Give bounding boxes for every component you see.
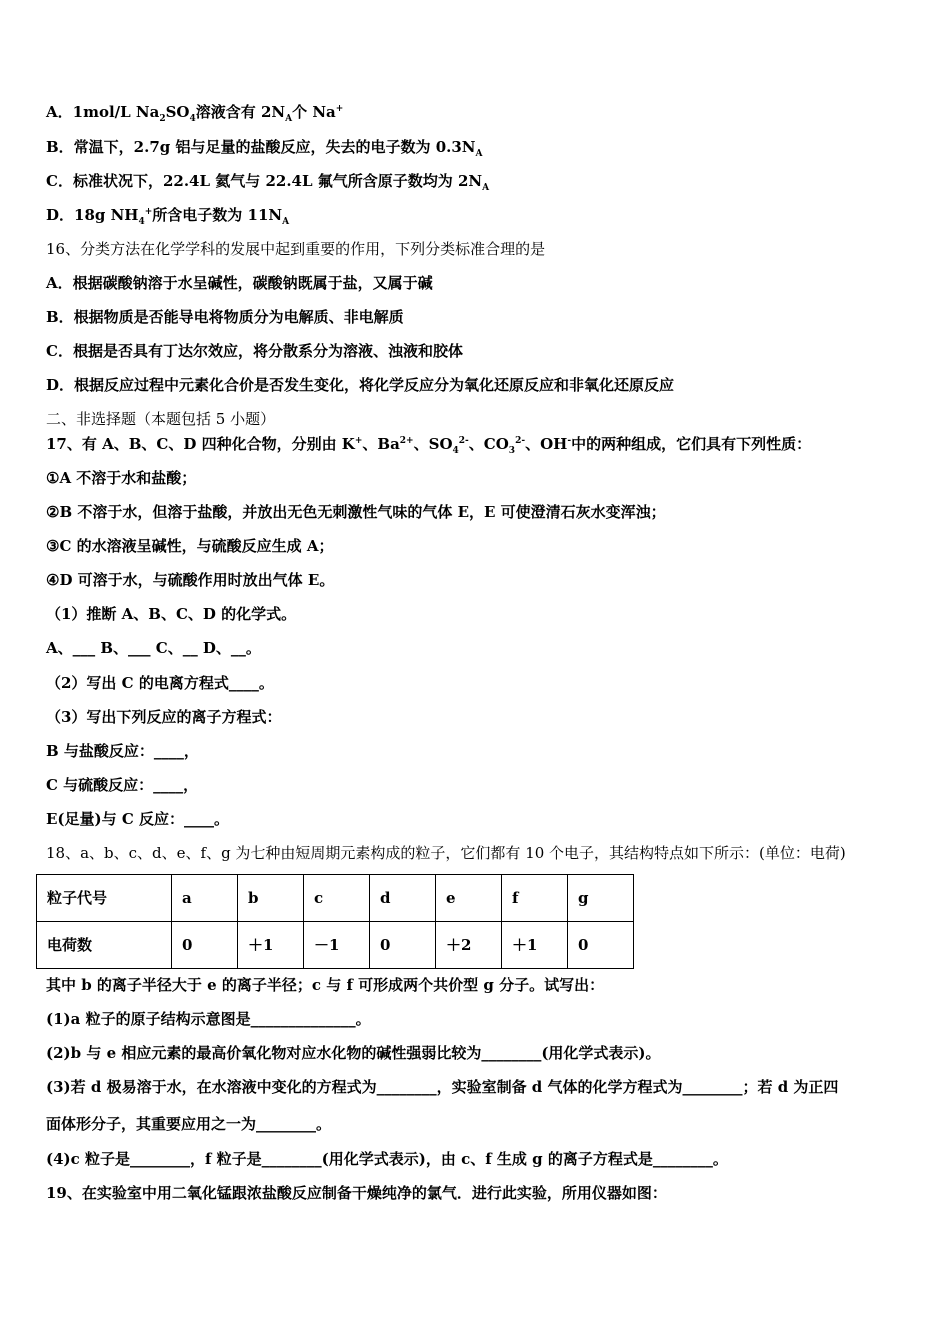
q18-stem: 18、a、b、c、d、e、f、g 为七种由短周期元素构成的粒子，它们都有 10 个电子，其结构特点如下所示：(单位：电荷) xyxy=(46,844,846,862)
q18-sub-1: (1)a 粒子的原子结构示意图是______________。 xyxy=(46,1010,371,1028)
q15-option-a: A．1mol/L $Na_2SO_4$溶液含有 $2N_A$个 Na+ xyxy=(46,103,344,124)
table-cell: －1 xyxy=(304,922,370,969)
table-cell: a xyxy=(172,875,238,922)
particle-charge-table xyxy=(36,874,634,969)
table-cell: 0 xyxy=(370,922,436,969)
q17-property-2: ②B 不溶于水，但溶于盐酸，并放出无色无刺激性气味的气体 E，E 可使澄清石灰水变浑浊； xyxy=(46,503,666,521)
table-cell: 0 xyxy=(172,922,238,969)
q17-property-1: ①A 不溶于水和盐酸； xyxy=(46,469,197,487)
q18-sub-3b: 面体形分子，其重要应用之一为________。 xyxy=(46,1115,332,1133)
q16-option-c: C．根据是否具有丁达尔效应，将分散系分为溶液、浊液和胶体 xyxy=(46,342,463,360)
table-cell: b xyxy=(238,875,304,922)
table-cell: 0 xyxy=(568,922,634,969)
q15-option-d: D．18g $NH_4^+$所含电子数为 $11N_A$ xyxy=(46,206,290,227)
table-cell: c xyxy=(304,875,370,922)
q17-part-3: （3）写出下列反应的离子方程式： xyxy=(46,708,282,726)
q17-reaction-2: C 与硫酸反应：____， xyxy=(46,776,199,794)
q18-sub-3a: (3)若 d 极易溶于水，在水溶液中变化的方程式为________，实验室制备 d 气体的化学方程式为________；若 d 为正四 xyxy=(46,1078,839,1096)
section-heading: 二、非选择题（本题包括 5 小题） xyxy=(46,410,276,428)
table-cell: e xyxy=(436,875,502,922)
q17-property-3: ③C 的水溶液呈碱性，与硫酸反应生成 A； xyxy=(46,537,334,555)
q17-reaction-1: B 与盐酸反应：____， xyxy=(46,742,199,760)
q16-option-b: B．根据物质是否能导电将物质分为电解质、非电解质 xyxy=(46,308,404,326)
table-cell: 粒子代号 xyxy=(37,875,172,922)
q17-reaction-3: E(足量)与 C 反应：____。 xyxy=(46,810,230,828)
q17-part-1: （1）推断 A、B、C、D 的化学式。 xyxy=(46,605,297,623)
table-row xyxy=(37,875,634,922)
q16-stem: 16、分类方法在化学学科的发展中起到重要的作用，下列分类标准合理的是 xyxy=(46,240,546,258)
table-cell: 电荷数 xyxy=(37,922,172,969)
q18-sub-4: (4)c 粒子是________，f 粒子是________(用化学式表示)，由 c、f 生成 g 的离子方程式是________。 xyxy=(46,1150,728,1168)
table-cell: ＋2 xyxy=(436,922,502,969)
q18-note: 其中 b 的离子半径大于 e 的离子半径；c 与 f 可形成两个共价型 g 分子。试写出： xyxy=(46,976,605,994)
table-row xyxy=(37,922,634,969)
q19-stem: 19、在实验室中用二氧化锰跟浓盐酸反应制备干燥纯净的氯气．进行此实验，所用仪器如图： xyxy=(46,1184,667,1202)
q18-sub-2: (2)b 与 e 相应元素的最高价氧化物对应水化物的碱性强弱比较为________(用化学式表示)。 xyxy=(46,1044,661,1062)
table-cell: d xyxy=(370,875,436,922)
q17-stem: 17、有 A、B、C、D 四种化合物，分别由 K+、$Ba^{2+}$、$SO_4^{2-}$、$CO_3^{2-}$、OH-中的两种组成，它们具有下列性质： xyxy=(46,435,812,456)
q15-option-b: B．常温下，2.7g 铝与足量的盐酸反应，失去的电子数为 $0.3N_A$ xyxy=(46,138,483,159)
table-cell: ＋1 xyxy=(238,922,304,969)
q16-option-d: D．根据反应过程中元素化合价是否发生变化，将化学反应分为氧化还原反应和非氧化还原反应 xyxy=(46,376,675,394)
q15-option-c: C．标准状况下，22.4L 氦气与 22.4L 氟气所含原子数均为 $2N_A$ xyxy=(46,172,490,193)
q16-option-a: A．根据碳酸钠溶于水呈碱性，碳酸钠既属于盐，又属于碱 xyxy=(46,274,433,292)
table-cell: g xyxy=(568,875,634,922)
q17-blanks: A、___ B、___ C、__ D、__。 xyxy=(46,639,261,657)
table-cell: ＋1 xyxy=(502,922,568,969)
table-cell: f xyxy=(502,875,568,922)
q17-part-2: （2）写出 C 的电离方程式____。 xyxy=(46,674,274,692)
q17-property-4: ④D 可溶于水，与硫酸作用时放出气体 E。 xyxy=(46,571,335,589)
